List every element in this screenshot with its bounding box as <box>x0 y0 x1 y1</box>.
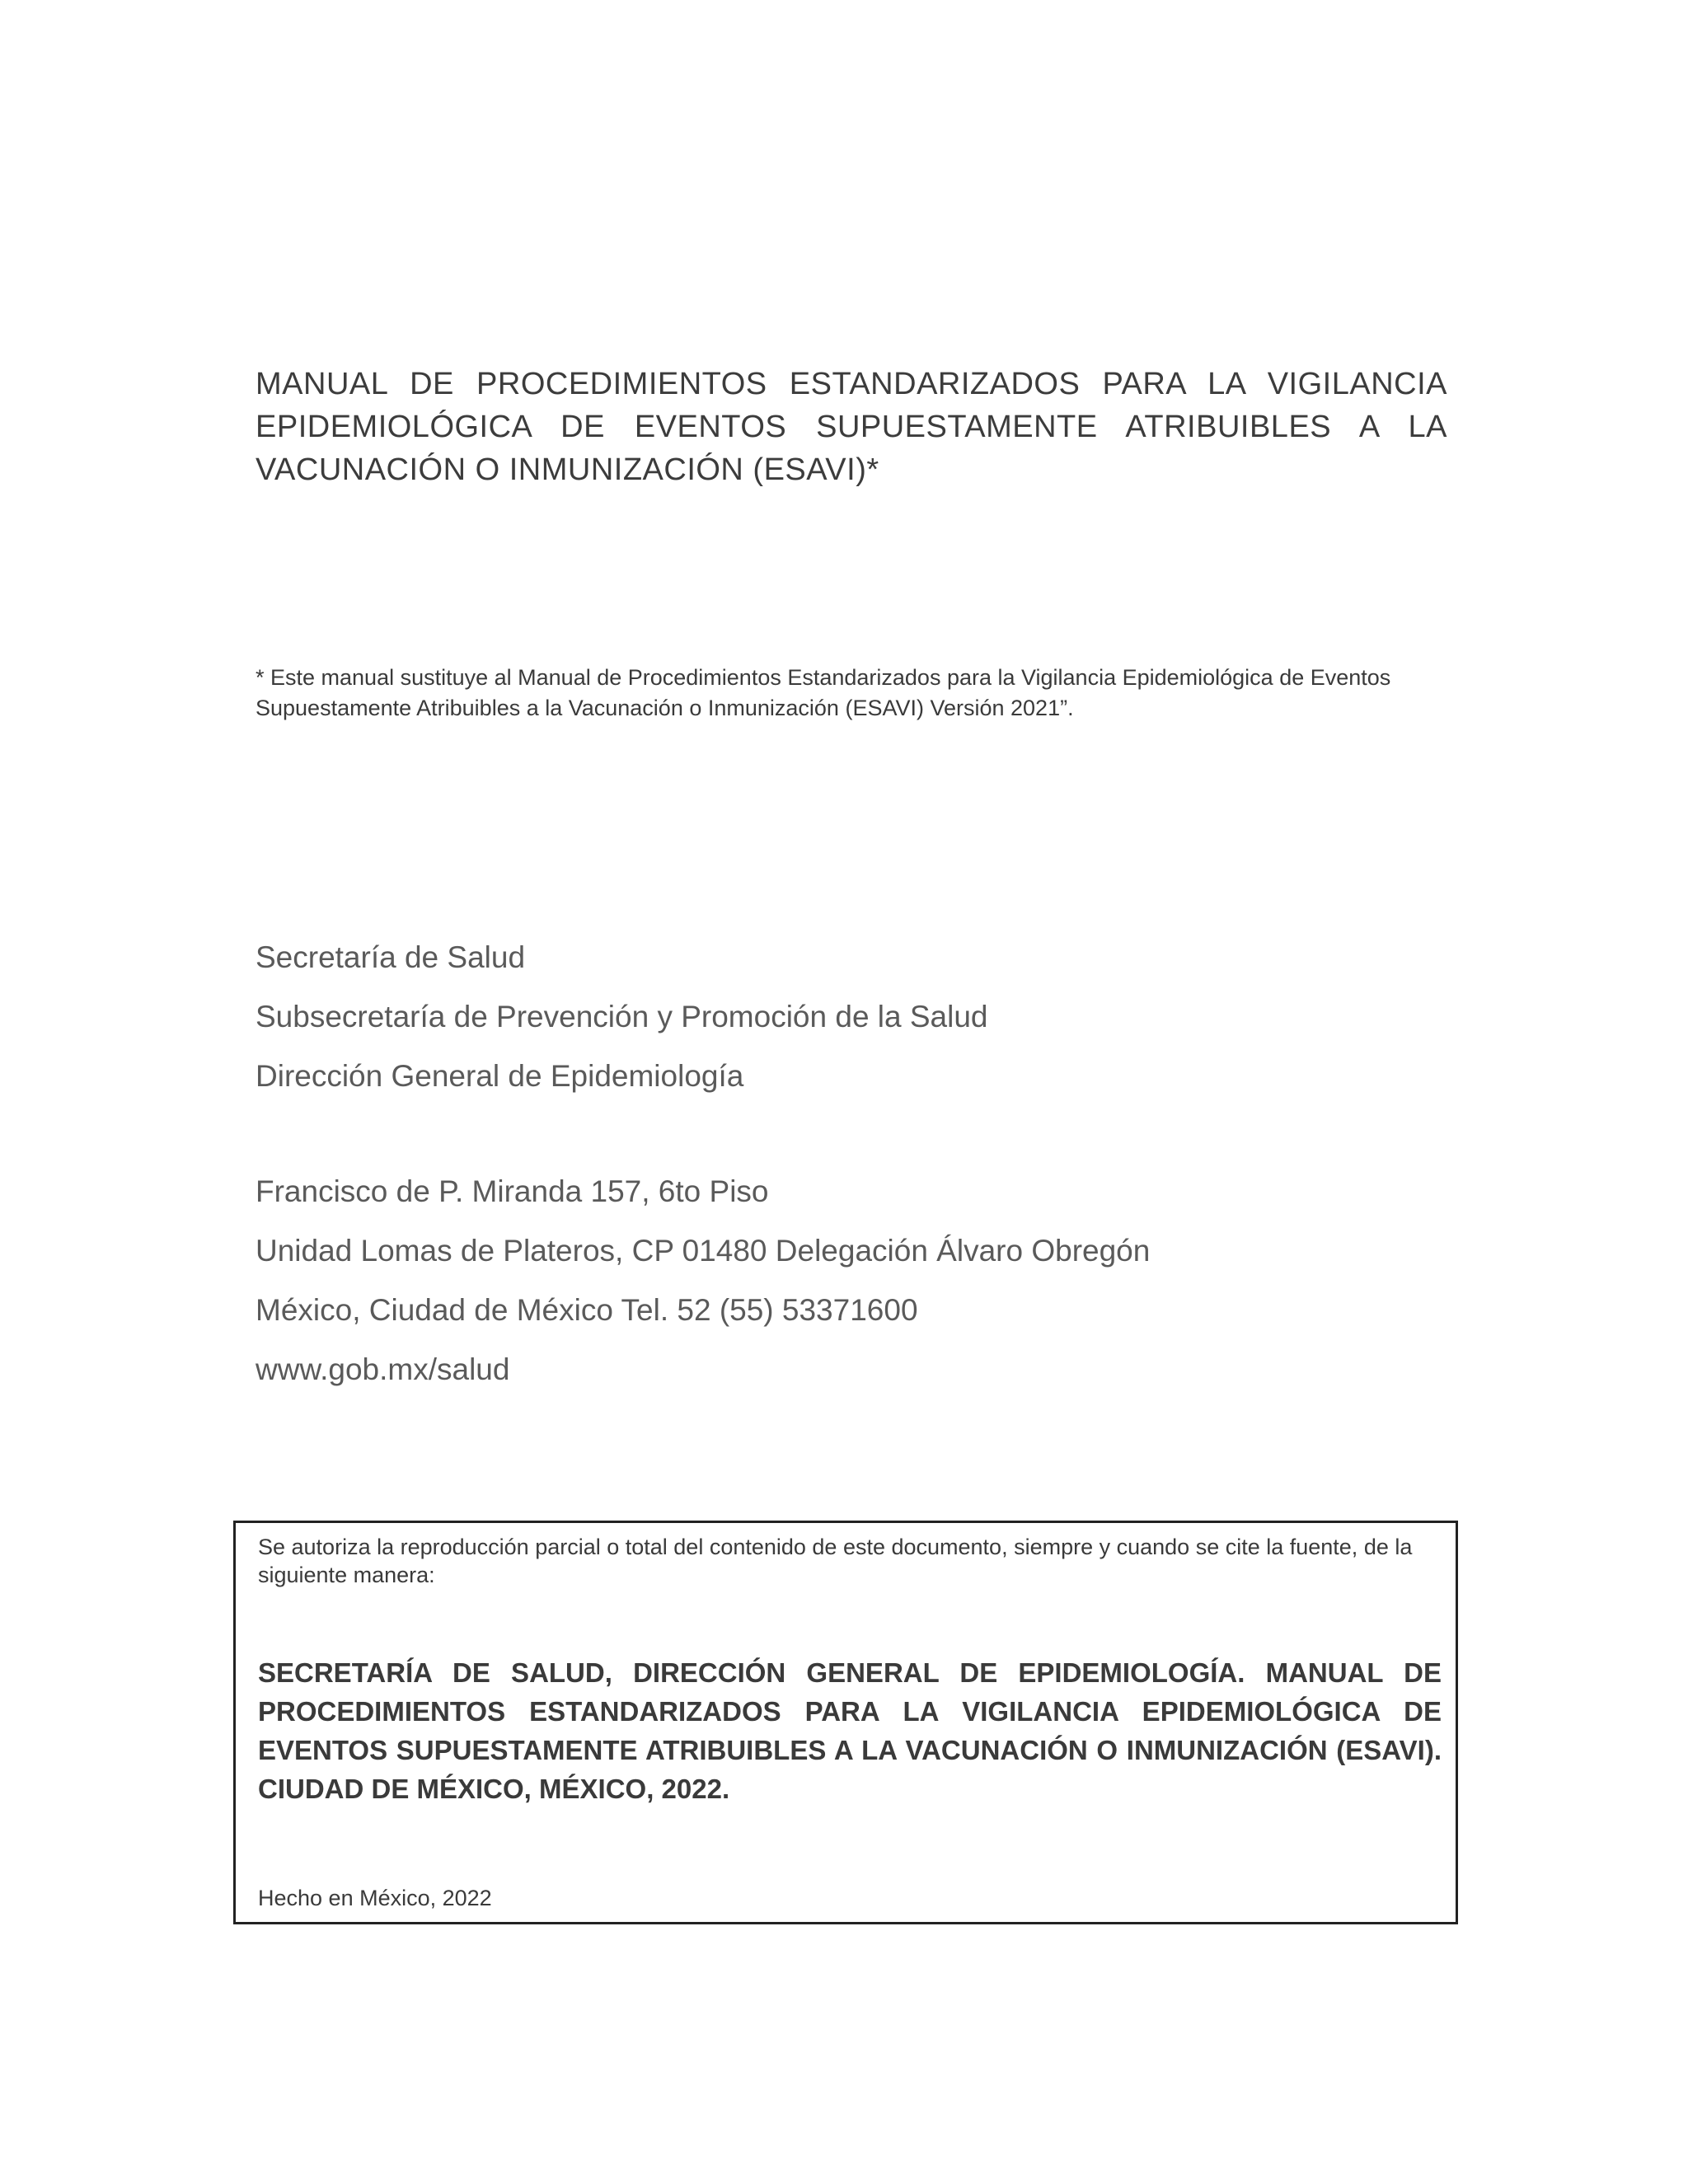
made-in-note: Hecho en México, 2022 <box>258 1886 492 1910</box>
citation-intro: Se autoriza la reproducción parcial o total del contenido de este documento, siempre y cuando se cite la fuente, de la siguiente manera: <box>258 1535 1413 1587</box>
citation-reference: SECRETARÍA DE SALUD, DIRECCIÓN GENERAL DE EPIDEMIOLOGÍA. MANUAL DE PROCEDIMIENTOS ESTANDARIZADOS PARA LA VIGILANCIA EPIDEMIOLÓGICA DE EVENTOS SUPUESTAMENTE ATRIBUIBLES A LA VACUNACIÓN O INMUNIZACIÓN (ESAVI). CIUDAD DE MÉXICO, MÉXICO, 2022. <box>258 1657 1442 1804</box>
address-website: www.gob.mx/salud <box>256 1352 510 1386</box>
citation-box <box>233 1521 1458 1924</box>
address-block <box>256 1162 1447 1399</box>
replacement-footnote: * Este manual sustituye al Manual de Procedimientos Estandarizados para la Vigilancia Epidemiológica de Eventos Supuestamente Atribuibles a la Vacunación o Inmunización (ESAVI) Versión 2021”. <box>256 665 1391 720</box>
institution-line-secretaria: Secretaría de Salud <box>256 940 526 974</box>
institution-block <box>256 928 1447 1106</box>
address-city-phone: México, Ciudad de México Tel. 52 (55) 53371600 <box>256 1293 918 1327</box>
address-street: Francisco de P. Miranda 157, 6to Piso <box>256 1174 769 1208</box>
document-title: MANUAL DE PROCEDIMIENTOS ESTANDARIZADOS PARA LA VIGILANCIA EPIDEMIOLÓGICA DE EVENTOS SUPUESTAMENTE ATRIBUIBLES A LA VACUNACIÓN O INMUNIZACIÓN (ESAVI)* <box>256 367 1447 487</box>
institution-line-direccion: Dirección General de Epidemiología <box>256 1059 744 1093</box>
address-locality: Unidad Lomas de Plateros, CP 01480 Delegación Álvaro Obregón <box>256 1234 1151 1268</box>
institution-line-subsecretaria: Subsecretaría de Prevención y Promoción de la Salud <box>256 1000 988 1033</box>
